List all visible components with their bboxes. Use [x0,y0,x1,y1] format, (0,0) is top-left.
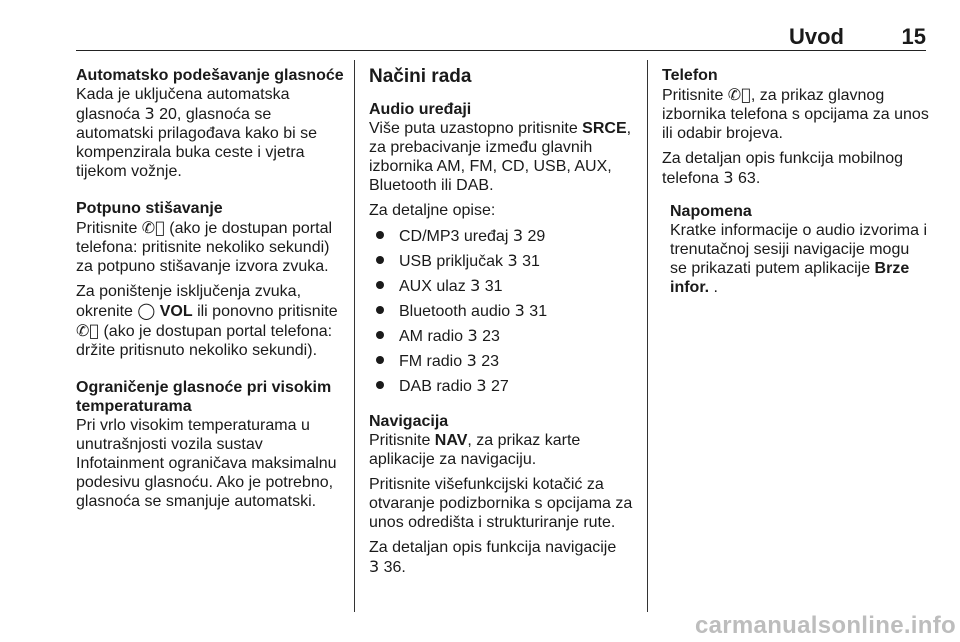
column-divider-1 [354,60,355,612]
list-item: DAB radio 3 27 [369,376,637,396]
text-line: se prikazati putem aplikacije Brze [670,260,910,277]
navigation-paragraph-1: Pritisnite NAV, za prikaz karte aplikacije za navigaciju. [369,432,581,468]
phone-mute-icon: ✆⃠ [141,218,165,237]
app-name-part-1: Brze [874,260,910,277]
page-ref-icon: 3 [466,351,477,370]
navigation-title: Navigacija [369,413,449,430]
app-name-part-2: infor. [670,279,710,296]
text-line: Infotainment ograničava maksimalnu [76,455,337,472]
phone-paragraph-1: Pritisnite ✆⃠, za prikaz glavnog izbornika telefona s opcijama za unos ili odabir brojeva. [662,85,929,142]
text-line: unutrašnjosti vozila sustav [76,436,263,453]
note-title: Napomena [670,203,752,220]
column-1 [76,66,344,529]
watermark: carmanualsonline.info [694,612,956,639]
list-item: AUX ulaz 3 31 [369,276,637,296]
list-item: AM radio 3 23 [369,326,637,346]
page-ref-icon: 3 [512,226,524,245]
temperature-limit-title-1: Ograničenje glasnoće pri visokim [76,379,332,396]
operating-modes-heading: Načini rada [369,66,472,87]
navigation-paragraph-2: Pritisnite višefunkcijski kotačić za otvaranje podizbornika s opcijama za unos odredišta i strukturiranje rute. [369,476,633,531]
audio-paragraph: Više puta uzastopno pritisnite SRCE, za prebacivanje između glavnih izbornika AM, FM, CD, USB, AUX, Bluetooth ili DAB. [369,120,632,194]
page-ref-icon: 3 [514,301,525,320]
column-3 [662,66,932,297]
mute-paragraph-1: Pritisnite ✆⃠ (ako je dostupan portal telefona: pritisnite nekoliko sekundi) za potpuno stišavanje izvora zvuka. [76,218,333,275]
nav-key: NAV [434,432,468,449]
text-line: tijekom vožnje. [76,163,182,180]
temperature-limit-title-2: temperaturama [76,398,192,415]
text-line: Kada je uključena automatska [76,86,290,103]
phone-title: Telefon [662,67,718,84]
page-ref-icon: 3 [467,326,478,345]
audio-devices-title: Audio uređaji [369,101,472,118]
list-item: Bluetooth audio 3 31 [369,301,637,321]
audio-intro: Za detaljne opise: [369,202,496,219]
text-line: glasnoća se smanjuje automatski. [76,493,317,510]
mute-section [76,199,344,360]
text-line: kompenzirala buka ceste i vjetra [76,144,305,161]
page-ref-icon: 3 [723,168,734,187]
mute-title: Potpuno stišavanje [76,200,223,217]
phone-paragraph-2: Za detaljan opis funkcija mobilnog telefona 3 63. [662,150,904,187]
text-line: infor. . [670,279,718,296]
text-line: automatski prilagođava kako bi se [76,125,318,142]
auto-volume-section [76,66,344,181]
page-ref-icon: 3 [507,251,518,270]
phone-mute-icon: ✆⃠ [76,321,100,340]
note-box [662,202,932,297]
list-item: FM radio 3 23 [369,351,637,371]
page-ref-icon: 3 [470,276,481,295]
auto-volume-title: Automatsko podešavanje glasnoće [76,67,344,84]
column-divider-2 [647,60,648,612]
text-line: Kratke informacije o audio izvorima i [670,222,927,239]
column-2 [369,66,637,583]
page-ref-icon: 3 [144,104,155,123]
list-item: USB priključak 3 31 [369,251,637,271]
section-title: Uvod [789,24,844,49]
text-line: Pri vrlo visokim temperaturama u [76,417,310,434]
page-header [76,0,926,51]
phone-mute-icon: ✆⃠ [727,85,751,104]
navigation-paragraph-3: Za detaljan opis funkcija navigacije 3 36. [369,539,617,576]
page-ref-icon: 3 [369,557,380,576]
srce-key: SRCE [582,120,627,137]
text-line: trenutačnoj sesiji navigacije mogu [670,241,910,258]
text-line: glasnoća 3 20, glasnoća se [76,104,272,123]
page-number: 15 [901,24,926,49]
page-ref-icon: 3 [476,376,487,395]
audio-source-list [369,226,637,396]
text-line: podesivu glasnoću. Ako je potrebno, [76,474,334,491]
mute-paragraph-2: Za poništenje isključenja zvuka, okrenite ◯ VOL ili ponovno pritisnite ✆⃠ (ako je dostupan portal telefona: držite pritisnuto nekoliko sekundi). [76,283,338,359]
temperature-limit-section [76,378,344,511]
list-item: CD/MP3 uređaj 3 29 [369,226,637,246]
knob-icon: ◯ [137,301,156,320]
vol-key: VOL [159,303,193,320]
